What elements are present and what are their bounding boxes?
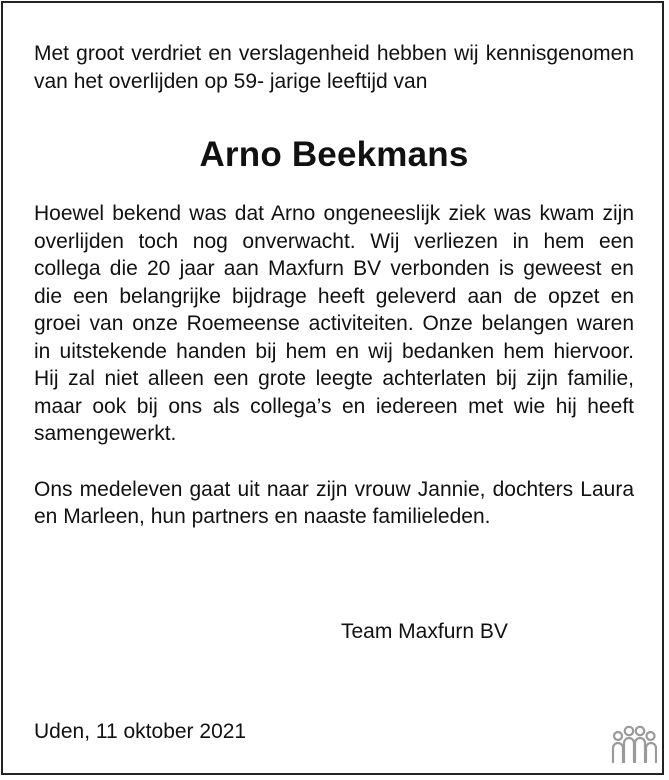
- intro-text: Met groot verdriet en verslagenheid hebben wij kennisgenomen van het overlijden op 59- jarige leeftijd van: [34, 42, 634, 93]
- signature: Team Maxfurn BV: [341, 620, 508, 643]
- notice-content: [34, 40, 634, 531]
- family-figures-icon: [611, 724, 657, 764]
- closing-text: Ons medeleven gaat uit naar zijn vrouw Jannie, dochters Laura en Marleen, hun partners en naaste familieleden.: [34, 477, 634, 528]
- body-text: Hoewel bekend was dat Arno ongeneeslijk ziek was kwam zijn overlijden toch nog onverwacht. Wij verliezen in hem een collega die 20 jaar aan Maxfurn BV verbonden is geweest en die een belangrijke bijdrage heeft geleverd aan de opzet en groei van onze Roemeense activiteiten. Onze belangen waren in uitstekende handen bij hem en wij bedanken hem hiervoor. Hij zal niet alleen een grote leegte achterlaten bij zijn familie, maar ook bij ons als collega’s en iedereen met wie hij heeft samengewerkt.: [34, 202, 634, 445]
- place-date: Uden, 11 oktober 2021: [34, 720, 247, 743]
- deceased-name: Arno Beekmans: [199, 135, 469, 174]
